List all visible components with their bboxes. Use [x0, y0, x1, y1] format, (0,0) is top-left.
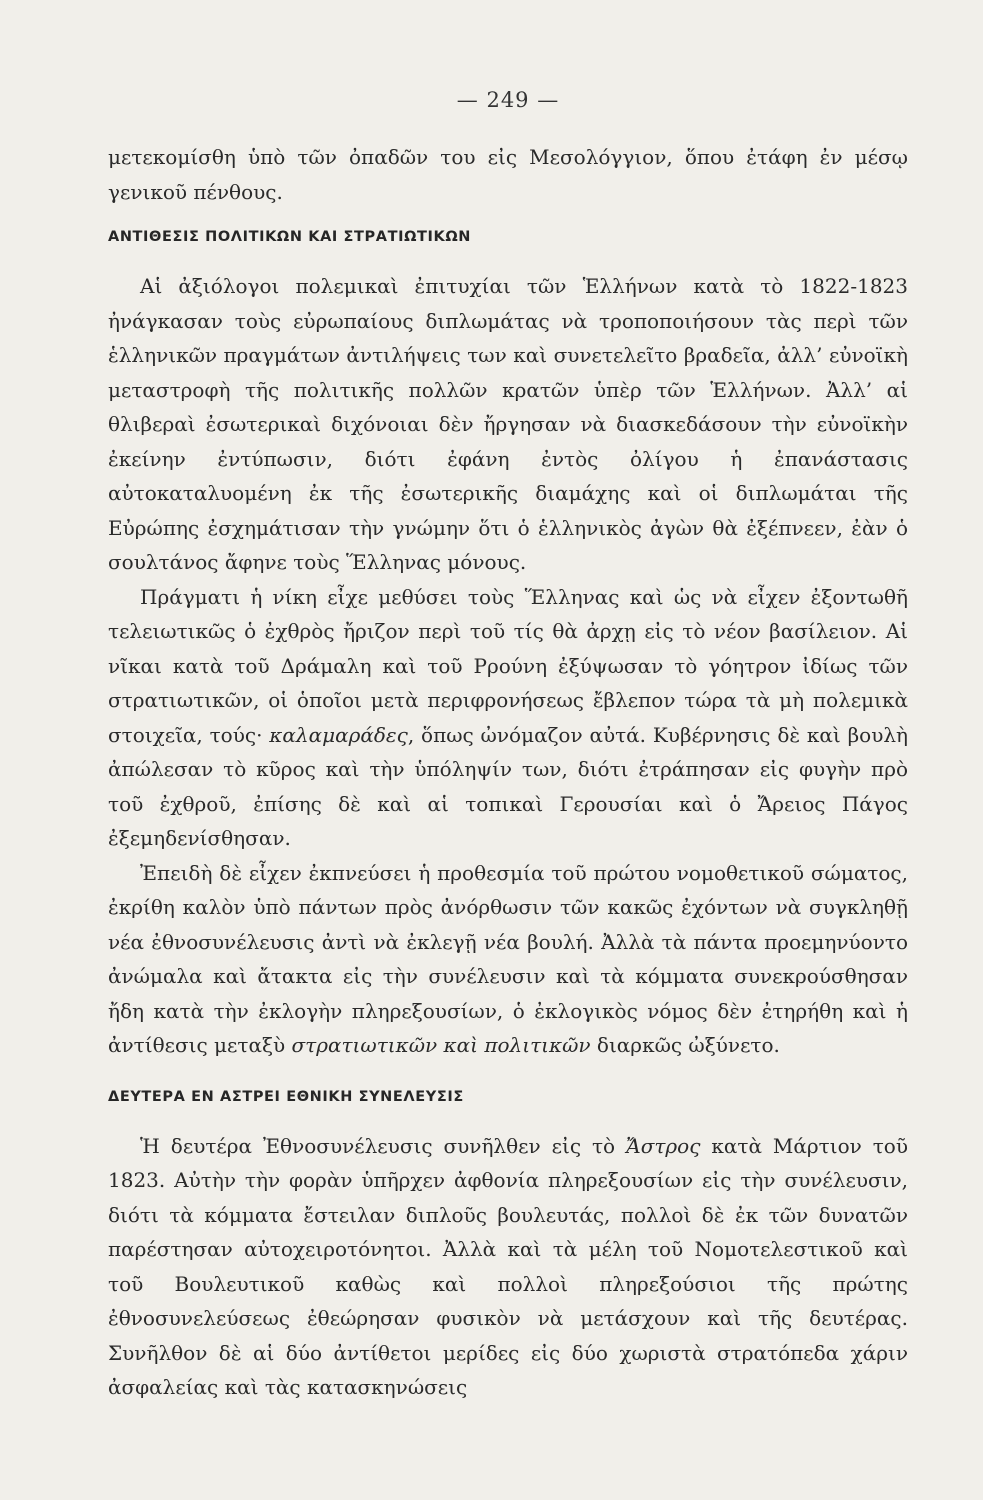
paragraph-text: κατὰ Μάρτιον τοῦ 1823. Αὐτὴν τὴν φορὰν ὑπῆρχεν ἀφθονία πληρεξουσίων εἰς τὴν συνέλευσιν, διότι τὰ κόμματα ἔστειλαν διπλοῦς βουλευτάς, πολλοὶ δὲ ἐκ τῶν δυνατῶν παρέστησαν αὐτοχειροτόνητοι. Ἀλλὰ καὶ τὰ μέλη τοῦ Νομοτελεστικοῦ καὶ τοῦ Βουλευτικοῦ καθὼς καὶ πολλοὶ πληρεξούσιοι τῆς πρώτης ἐθνοσυνελεύσεως ἐθεώρησαν φυσικὸν νὰ μετάσχουν καὶ τῆς δευτέρας. Συνῆλθον δὲ αἱ δύο ἀντίθετοι μερίδες εἰς δύο χωριστὰ στρατόπεδα χάριν ἀσφαλείας καὶ τὰς κατασκηνώσεις [108, 1133, 908, 1399]
intro-paragraph: μετεκομίσθη ὑπὸ τῶν ὀπαδῶν του εἰς Μεσολόγγιον, ὅπου ἐτάφη ἐν μέσῳ γενικοῦ πένθους. [108, 145, 908, 204]
page-number: — 249 — [456, 88, 560, 112]
paragraph-victory-intoxication [108, 580, 908, 856]
section-heading-second-assembly: ΔΕΥΤΕΡΑ ΕΝ ΑΣΤΡΕΙ ΕΘΝΙΚΗ ΣΥΝΕΛΕΥΣΙΣ [108, 1088, 464, 1105]
paragraph-text: διαρκῶς ὠξύνετο. [590, 1033, 780, 1057]
paragraph-astros-assembly [108, 1129, 908, 1405]
paragraph-text: , ὅπως ὠνόμαζον αὐτά. Κυβέρνησις δὲ καὶ βουλὴ ἀπώλεσαν τὸ κῦρος καὶ τὴν ὑπόληψίν των, διότι ἐτράπησαν εἰς φυγὴν πρὸ τοῦ ἐχθροῦ, ἐπίσης δὲ καὶ αἱ τοπικαὶ Γερουσίαι καὶ ὁ Ἄρειος Πάγος ἐξεμηδενίσθησαν. [108, 722, 909, 850]
paragraph-new-assembly [108, 856, 908, 1063]
paragraph-text: Ἡ δευτέρα Ἐθνοσυνέλευσις συνῆλθεν εἰς τὸ [140, 1133, 616, 1158]
italic-term-kalamarades: καλαμαράδες [269, 722, 408, 747]
book-page [108, 88, 908, 1405]
italic-term-military: στρατιωτικῶν [291, 1033, 438, 1057]
section-heading-opposition: ΑΝΤΙΘΕΣΙΣ ΠΟΛΙΤΙΚΩΝ ΚΑΙ ΣΤΡΑΤΙΩΤΙΚΩΝ [108, 229, 471, 245]
paragraph-military-successes: Αἱ ἀξιόλογοι πολεμικαὶ ἐπιτυχίαι τῶν Ἑλλήνων κατὰ τὸ 1822-1823 ἠνάγκασαν τοὺς εὐρωπαίους διπλωμάτας νὰ τροποποιήσουν τὰς περὶ τῶν ἑλληνικῶν πραγμάτων ἀντιλήψεις των καὶ συνετελεῖτο βραδεῖα, ἀλλ’ εὐνοϊκὴ μεταστροφὴ τῆς πολιτικῆς πολλῶν κρατῶν ὑπὲρ τῶν Ἑλλήνων. Ἀλλ’ αἱ θλιβεραὶ ἐσωτερικαὶ διχόνοιαι δὲν ἤργησαν νὰ διασκεδάσουν τὴν εὐνοϊκὴν ἐκείνην ἐντύπωσιν, διότι ἐφάνη ἐντὸς ὀλίγου ἡ ἐπανάστασις αὐτοκαταλυομένη ἐκ τῆς ἐσωτερικῆς διαμάχης καὶ οἱ διπλωμάται τῆς Εὐρώπης ἐσχημάτισαν τὴν γνώμην ὅτι ὁ ἑλληνικὸς ἀγὼν θὰ ἐξέπνεεν, ἐὰν ὁ σουλτάνος ἄφηνε τοὺς Ἕλληνας μόνους. [108, 274, 908, 574]
paragraph-text: Πράγματι ἡ νίκη εἶχε μεθύσει τοὺς Ἕλληνας καὶ ὡς νὰ εἶχεν ἐξοντωθῆ τελειωτικῶς ὁ ἐχθρὸς ἤριζον περὶ τοῦ τίς θὰ ἀρχῃ εἰς τὸ νέον βασίλειον. Αἱ νῖκαι κατὰ τοῦ Δράμαλη καὶ τοῦ Ρρούνη ἐξύψωσαν τὸ γόητρον ἰδίως τῶν στρατιωτικῶν, οἱ ὁποῖοι μετὰ περιφρονήσεως ἔβλεπον τώρα τὰ μὴ πολεμικὰ στοιχεῖα, τούς· [108, 584, 908, 747]
italic-place-astros: Ἄστρος [626, 1133, 701, 1158]
paragraph-text: Ἐπειδὴ δὲ εἶχεν ἐκπνεύσει ἡ προθεσμία τοῦ πρώτου νομοθετικοῦ σώματος, ἐκρίθη καλὸν ὑπὸ πάντων πρὸς ἀνόρθωσιν τῶν κακῶς ἐχόντων νὰ συγκληθῇ νέα ἐθνοσυνέλευσις ἀντὶ νὰ ἐκλεγῇ νέα βουλή. Ἀλλὰ τὰ πάντα προεμηνύοντο ἀνώμαλα καὶ ἄτακτα εἰς τὴν συνέλευσιν καὶ τὰ κόμματα συνεκρούσθησαν ἤδη κατὰ τὴν ἐκλογὴν πληρεξουσίων, ὁ ἐκλογικὸς νόμος δὲν ἐτηρήθη καὶ ἡ ἀντίθεσις μεταξὺ [108, 860, 908, 1057]
italic-term-political: καὶ πολιτικῶν [443, 1033, 591, 1057]
